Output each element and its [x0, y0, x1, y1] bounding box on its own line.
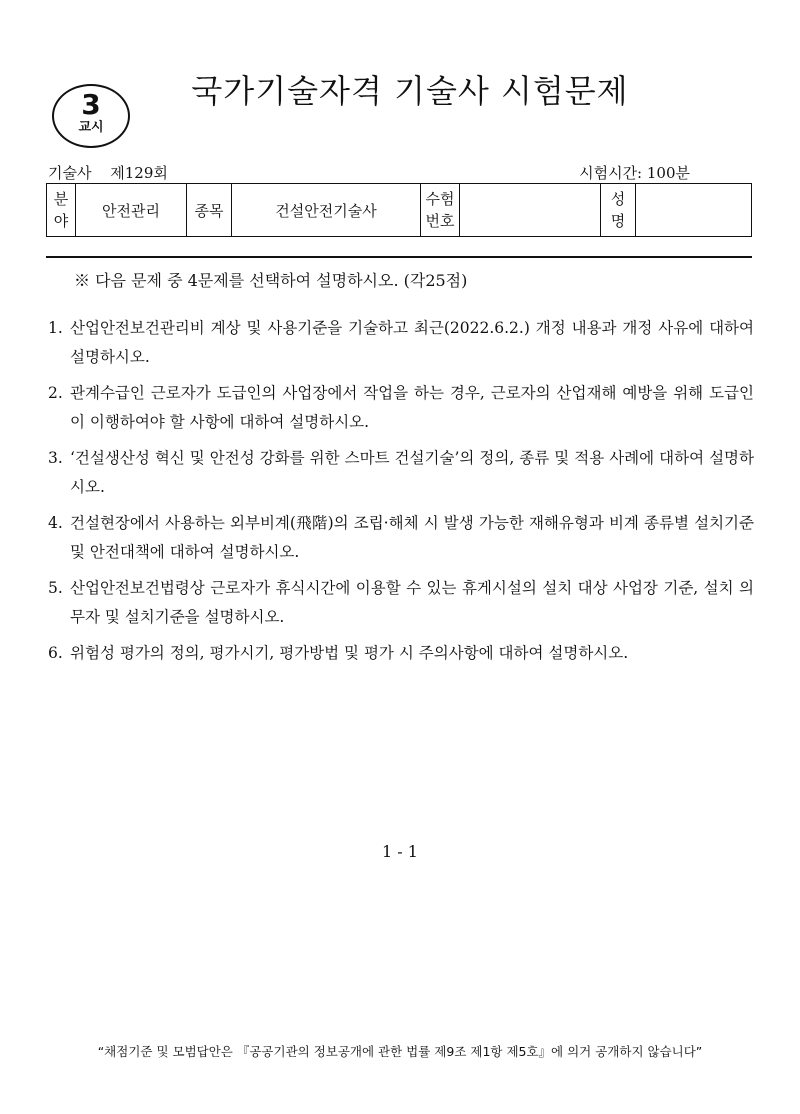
category-value: 건설안전기술사: [232, 184, 421, 237]
period-number: 3: [81, 88, 101, 121]
exam-number-label-cell: [421, 184, 460, 237]
exam-time: 시험시간: 100분: [579, 164, 690, 182]
question-number: 3.: [48, 449, 63, 467]
question-number: 2.: [48, 384, 63, 402]
question-text: 위험성 평가의 정의, 평가시기, 평가방법 및 평가 시 주의사항에 대하여 설명하시오.: [70, 644, 629, 662]
question-item: [48, 444, 754, 502]
question-number: 1.: [48, 319, 63, 337]
question-item: [48, 314, 754, 372]
footer-notice: “채점기준 및 모범답안은 『공공기관의 정보공개에 관한 법률 제9조 제1항 제5호』에 의거 공개하지 않습니다”: [97, 1044, 703, 1059]
category-label: 종목: [187, 184, 232, 237]
page-title: 국가기술자격 기술사 시험문제: [191, 72, 629, 110]
exam-meta: [48, 162, 168, 183]
question-number: 4.: [48, 514, 63, 532]
question-list: [48, 314, 754, 675]
name-field[interactable]: [636, 184, 752, 237]
exam-number-label-top: 수험: [425, 190, 455, 208]
question-number: 5.: [48, 579, 63, 597]
header-divider: [46, 256, 752, 258]
page-number: 1 - 1: [382, 842, 418, 861]
exam-type: 기술사: [48, 164, 92, 182]
field-label-cell: [47, 184, 76, 237]
exam-number-label-bottom: 번호: [425, 212, 455, 230]
question-item: [48, 509, 754, 567]
question-item: [48, 574, 754, 632]
question-text: 산업안전보건관리비 계상 및 사용기준을 기술하고 최근(2022.6.2.) 개정 내용과 개정 사유에 대하여 설명하시오.: [70, 319, 754, 366]
field-label-bottom: 야: [53, 212, 69, 230]
question-number: 6.: [48, 644, 63, 662]
question-item: [48, 379, 754, 437]
name-label-bottom: 명: [610, 212, 626, 230]
question-text: 관계수급인 근로자가 도급인의 사업장에서 작업을 하는 경우, 근로자의 산업재해 예방을 위해 도급인이 이행하여야 할 사항에 대하여 설명하시오.: [70, 384, 754, 431]
exam-session: 제129회: [110, 164, 168, 182]
field-label-top: 분: [53, 190, 69, 208]
question-text: ‘건설생산성 혁신 및 안전성 강화를 위한 스마트 건설기술’의 정의, 종류 및 적용 사례에 대하여 설명하시오.: [70, 449, 754, 496]
period-label: 교시: [78, 120, 104, 135]
period-badge: [52, 84, 130, 148]
exam-info-table: [46, 183, 752, 237]
name-label-cell: [601, 184, 636, 237]
field-value: 안전관리: [76, 184, 187, 237]
instruction: ※ 다음 문제 중 4문제를 선택하여 설명하시오. (각25점): [74, 271, 468, 290]
question-item: [48, 639, 754, 668]
question-text: 산업안전보건법령상 근로자가 휴식시간에 이용할 수 있는 휴게시설의 설치 대상 사업장 기준, 설치 의무자 및 설치기준을 설명하시오.: [70, 579, 754, 626]
question-text: 건설현장에서 사용하는 외부비계(飛階)의 조립·해체 시 발생 가능한 재해유형과 비계 종류별 설치기준 및 안전대책에 대하여 설명하시오.: [70, 514, 754, 561]
exam-number-field[interactable]: [460, 184, 601, 237]
name-label-top: 성: [610, 190, 626, 208]
